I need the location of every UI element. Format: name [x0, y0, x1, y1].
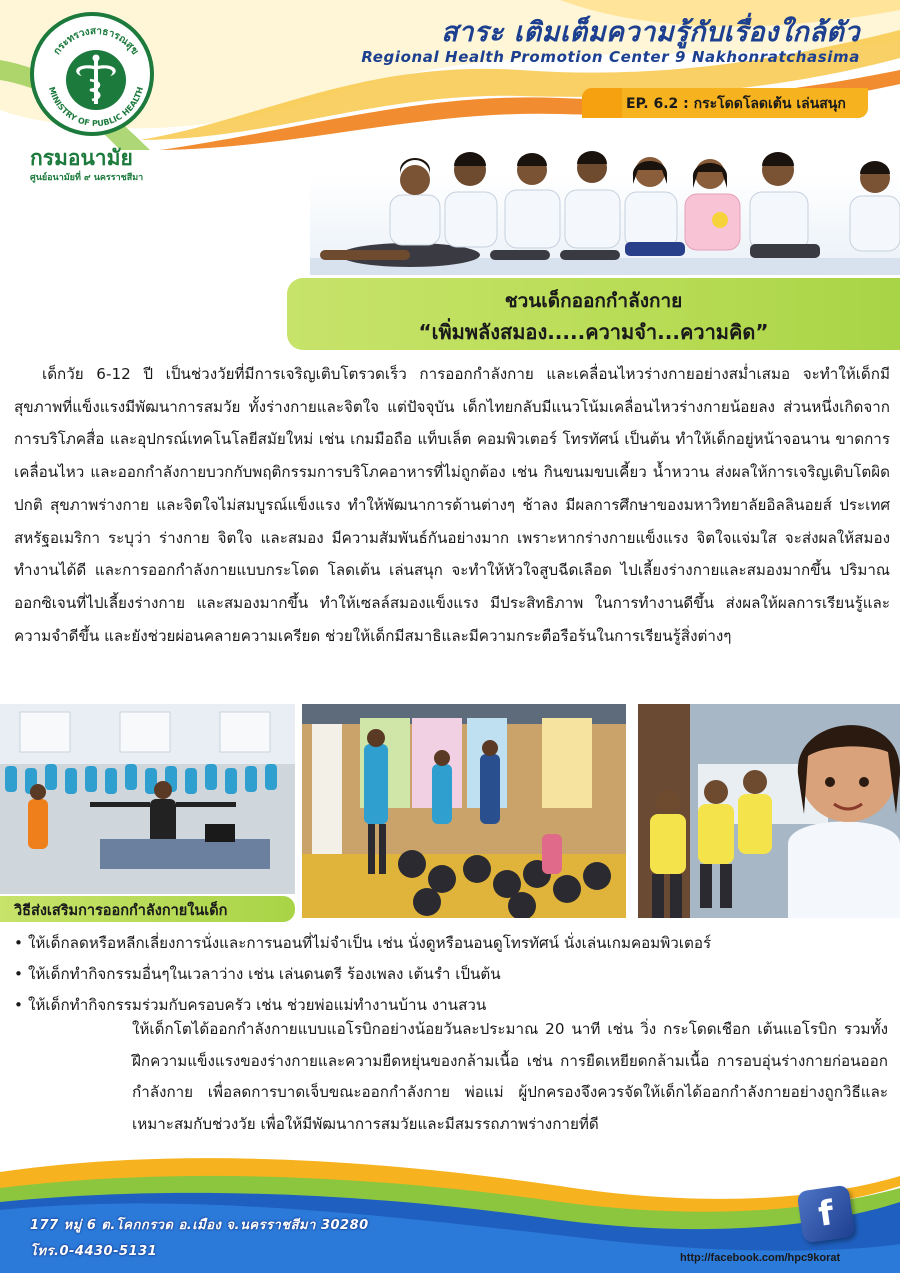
kids-illustration — [310, 150, 900, 275]
ministry-logo — [30, 12, 154, 136]
list-item: • ให้เด็กทำกิจกรรมอื่นๆในเวลาว่าง เช่น เล่นดนตรี ร้องเพลง เต้นรำ เป็นต้น — [14, 959, 894, 990]
tips-list — [14, 928, 894, 1021]
health-exhibition-photo — [302, 704, 626, 918]
body-paragraph: เด็กวัย 6-12 ปี เป็นช่วงวัยที่มีการเจริญเติบโตรวดเร็ว การออกกำลังกาย และเคลื่อนไหวร่างกายอย่างสม่ำเสมอ จะทำให้เด็กมีสุขภาพที่แข็งแรงมีพัฒนาการสมวัย ทั้งร่างกายและจิตใจ แต่ปัจจุบัน เด็กไทยกลับมีแนวโน้มเคลื่อนไหวร่างกายน้อยลง ส่วนหนึ่งเกิดจากการบริโภคสื่อ และอุปกรณ์เทคโนโลยีสมัยใหม่ เช่น เกมมือถือ แท็บเล็ต คอมพิวเตอร์ โทรทัศน์ เป็นต้น ทำให้เด็กอยู่หน้าจอนาน ขาดการเคลื่อนไหว และออกกำลังกายบวกกับพฤติกรรมการบริโภคอาหารที่ไม่ถูกต้อง เช่น กินขนมขบเคี้ยว น้ำหวาน ส่งผลให้การเจริญเติบโตผิดปกติ สุขภาพร่างกาย และจิตใจไม่สมบูรณ์แข็งแรง ทำให้พัฒนาการด้านต่างๆ ช้าลง มีผลการศึกษาของมหาวิทยาลัยอิลลินอยส์ ประเทศสหรัฐอเมริกา ระบุว่า ร่างกาย จิตใจ และสมอง มีความสัมพันธ์กันอย่างมาก เพราะหากร่างกายแข็งแรง จิตใจแจ่มใส จะส่งผลให้สมองทำงานได้ดี และการออกกำลังกายแบบกระโดด โลดเต้น เล่นสนุก จะทำให้หัวใจสูบฉีดเลือด ไปเลี้ยงร่างกายและสมองมากขึ้น ปริมาณออกซิเจนที่ไปเลี้ยงร่างกาย และสมองมากขึ้น ทำให้เซลล์สมองแข็งแรง มีประสิทธิภาพ ในการทำงานดีขึ้น ส่งผลให้ผลการเรียนรู้และความจำดีขึ้น และยังช่วยผ่อนคลายความเครียด ช่วยให้เด็กมีสมาธิและมีความกระตือรือร้นในการเรียนรู้สิ่งต่างๆ — [14, 365, 890, 645]
footer-address: 177 หมู่ 6 ต.โคกกรวด อ.เมือง จ.นครราชสีมา 30280 — [30, 1218, 369, 1233]
tips-paragraph: ให้เด็กโตได้ออกกำลังกายแบบแอโรบิกอย่างน้อยวันละประมาณ 20 นาที เช่น วิ่ง กระโดดเชือก เต้นแอโรบิก รวมทั้งฝึกความแข็งแรงของร่างกายและความยืดหยุ่นของกล้ามเนื้อ เช่น การยืดเหยียดกล้ามเนื้อ การอบอุ่นร่างกายก่อนออกกำลังกาย เพื่อลดการบาดเจ็บขณะออกกำลังกาย พ่อแม่ ผู้ปกครองจึงควรจัดให้เด็กได้ออกกำลังกายอย่างถูกวิธีและเหมาะสมกับช่วงวัย เพื่อให้มีพัฒนาการสมวัยและมีสมรรถภาพร่างกายที่ดี — [132, 1020, 888, 1133]
page-subtitle: Regional Health Promotion Center 9 Nakhonratchasima — [361, 48, 860, 66]
episode-badge-accent — [582, 88, 622, 118]
footer-phone: โทร.0-4430-5131 — [30, 1244, 158, 1259]
tips-heading: วิธีส่งเสริมการออกกำลังกายในเด็ก — [14, 903, 228, 919]
list-item: • ให้เด็กลดหรือหลีกเลี่ยงการนั่งและการนอนที่ไม่จำเป็น เช่น นั่งดูหรือนอนดูโทรทัศน์ นั่งเล่นเกมคอมพิวเตอร์ — [14, 928, 894, 959]
logo-arc-text-bottom: MINISTRY OF PUBLIC HEALTH — [46, 85, 146, 129]
kids-drinking-milk-photo — [638, 704, 900, 918]
facebook-link[interactable]: http://facebook.com/hpc9korat — [680, 1252, 841, 1264]
headline-line-2: “เพิ่มพลังสมอง.....ความจำ...ความคิด” — [418, 320, 769, 344]
list-item: • ให้เด็กทำกิจกรรมร่วมกับครอบครัว เช่น ช่วยพ่อแม่ทำงานบ้าน งานสวน — [14, 990, 894, 1021]
logo-emblem-icon — [34, 16, 158, 140]
headline-line-1: ชวนเด็กออกกำลังกาย — [504, 290, 683, 312]
episode-label: EP. 6.2 : กระโดดโลดเต้น เล่นสนุก — [626, 96, 846, 112]
facebook-icon[interactable]: f — [797, 1185, 856, 1244]
department-subtitle: ศูนย์อนามัยที่ ๙ นครราชสีมา — [30, 173, 144, 183]
logo-arc-text-top: กระทรวงสาธารณสุข — [51, 25, 141, 57]
kids-group-photo — [310, 150, 900, 275]
page-title: สาระ เติมเต็มความรู้กับเรื่องใกล้ตัว — [441, 17, 860, 48]
department-name: กรมอนามัย — [30, 146, 133, 170]
aerobic-exercise-photo — [0, 704, 295, 894]
